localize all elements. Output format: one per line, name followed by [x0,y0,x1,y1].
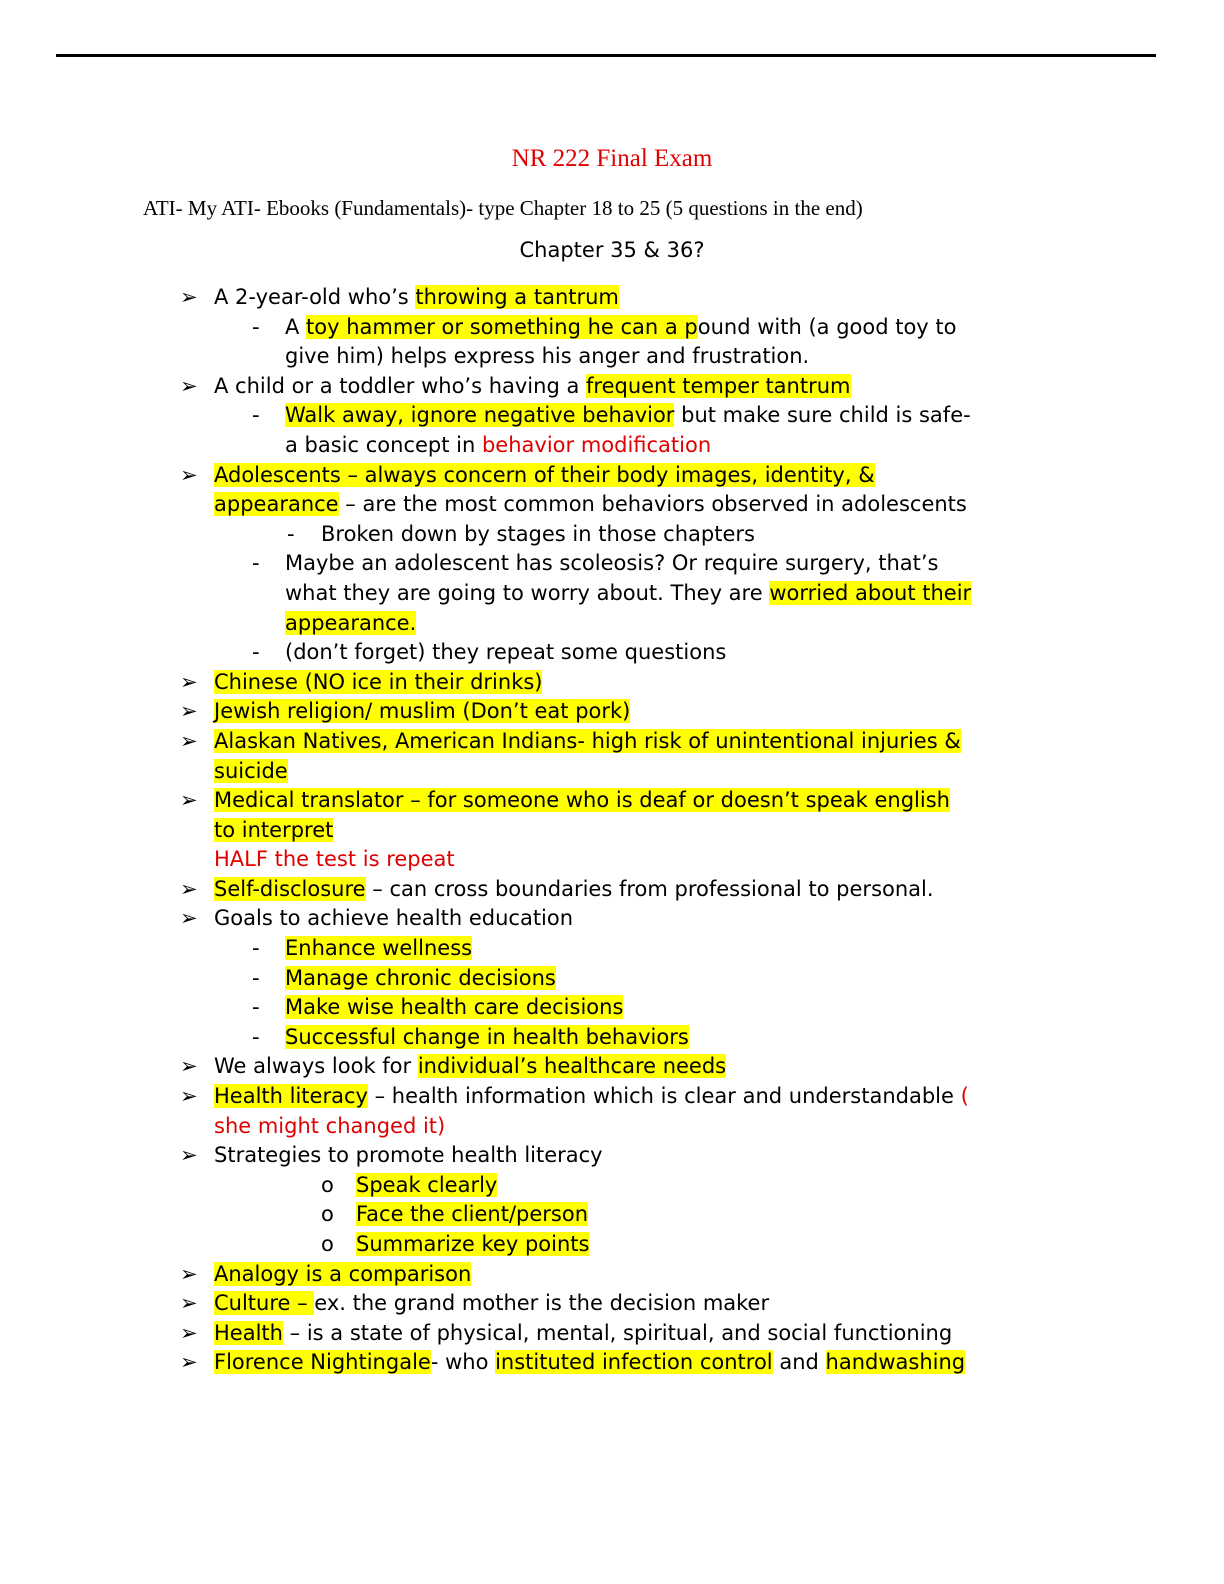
list-item-text: Analogy is a comparison [214,1261,472,1286]
list-item [0,313,1224,343]
list-item-text: A 2-year-old who’s throwing a tantrum [214,285,619,309]
list-item-text: Broken down by stages in those chapters [321,521,755,546]
arrow-bullet-icon: ➢ [180,1320,198,1345]
list-item-continuation [0,609,1224,639]
list-item-continuation [0,845,1224,875]
list-item-text: Chinese (NO ice in their drinks) [214,669,543,694]
top-horizontal-rule [56,54,1156,57]
list-item-text: suicide [214,758,288,783]
list-item-text: Maybe an adolescent has scoleosis? Or require surgery, that’s [285,551,939,576]
notes-list [0,283,1224,1378]
list-item [0,786,1224,816]
list-item [0,1348,1224,1378]
list-item [0,904,1224,934]
list-item-text: Alaskan Natives, American Indians- high risk of unintentional injuries & [214,728,961,753]
arrow-bullet-icon: ➢ [180,1054,198,1079]
list-item-continuation [0,579,1224,609]
list-item-continuation [0,431,1224,461]
list-item-text: a basic concept in behavior modification [285,432,712,457]
list-item [0,1171,1224,1201]
arrow-bullet-icon: ➢ [180,906,198,931]
document-subtitle: ATI- My ATI- Ebooks (Fundamentals)- type Chapter 18 to 25 (5 questions in the end) [143,196,863,220]
arrow-bullet-icon: ➢ [180,788,198,813]
list-item-text: Make wise health care decisions [285,995,624,1020]
list-item [0,520,1224,550]
list-item-text: Self-disclosure – can cross boundaries from professional to personal. [214,876,934,901]
list-item [0,1289,1224,1319]
list-item-text: We always look for individual’s healthcare needs [214,1054,727,1079]
list-item [0,283,1224,313]
list-item-text: A toy hammer or something he can a pound with (a good toy to [285,314,957,339]
list-item [0,1082,1224,1112]
list-item-continuation [0,342,1224,372]
dash-bullet-icon: - [252,640,260,665]
document-title: NR 222 Final Exam [511,145,713,172]
list-item [0,1141,1224,1171]
list-item-continuation [0,1112,1224,1142]
list-item-text: A child or a toddler who’s having a frequent temper tantrum [214,373,851,398]
list-item-text: to interpret [214,817,334,842]
dash-bullet-icon: - [287,521,295,546]
list-item-text: Goals to achieve health education [214,906,574,931]
chapter-heading: Chapter 35 & 36? [519,238,705,262]
list-item-text: Adolescents – always concern of their body images, identity, & [214,462,875,487]
list-item-text: she might changed it) [214,1113,446,1138]
list-item-text: HALF the test is repeat [214,847,455,872]
arrow-bullet-icon: ➢ [180,728,198,753]
list-item-text: Medical translator – for someone who is deaf or doesn’t speak english [214,788,950,813]
list-item-continuation [0,816,1224,846]
dash-bullet-icon: - [252,995,260,1020]
list-item-text: Culture – ex. the grand mother is the decision maker [214,1291,770,1316]
list-item [0,372,1224,402]
list-item [0,964,1224,994]
list-item-text: (don’t forget) they repeat some questions [285,640,727,665]
list-item [0,638,1224,668]
list-item-text: Manage chronic decisions [285,965,556,990]
list-item-text: Health – is a state of physical, mental, spiritual, and social functioning [214,1320,953,1345]
arrow-bullet-icon: ➢ [180,1143,198,1168]
dash-bullet-icon: - [252,936,260,961]
list-item [0,1230,1224,1260]
circle-bullet-icon: o [321,1202,334,1227]
list-item [0,875,1224,905]
list-item [0,727,1224,757]
list-item-text: Successful change in health behaviors [285,1024,689,1049]
list-item-continuation [0,490,1224,520]
list-item-text: give him) helps express his anger and frustration. [285,344,810,369]
arrow-bullet-icon: ➢ [180,462,198,487]
arrow-bullet-icon: ➢ [180,669,198,694]
circle-bullet-icon: o [321,1172,334,1197]
arrow-bullet-icon: ➢ [180,373,198,398]
list-item-text: Health literacy – health information which is clear and understandable ( [214,1084,969,1109]
list-item [0,668,1224,698]
list-item-text: Jewish religion/ muslim (Don’t eat pork) [214,699,631,724]
dash-bullet-icon: - [252,403,260,428]
arrow-bullet-icon: ➢ [180,1261,198,1286]
arrow-bullet-icon: ➢ [180,699,198,724]
dash-bullet-icon: - [252,314,260,339]
list-item-text: Speak clearly [356,1172,498,1197]
list-item-text: Walk away, ignore negative behavior but make sure child is safe- [285,403,971,428]
circle-bullet-icon: o [321,1232,334,1256]
list-item-text: appearance. [285,610,417,635]
list-item-text: Strategies to promote health literacy [214,1143,603,1168]
list-item [0,1023,1224,1053]
list-item-text: appearance – are the most common behaviors observed in adolescents [214,492,967,517]
arrow-bullet-icon: ➢ [180,1084,198,1109]
list-item [0,697,1224,727]
dash-bullet-icon: - [252,551,260,576]
list-item [0,1052,1224,1082]
dash-bullet-icon: - [252,965,260,990]
list-item-continuation [0,757,1224,787]
list-item-text: what they are going to worry about. They are worried about their [285,580,972,605]
list-item [0,1200,1224,1230]
list-item [0,401,1224,431]
list-item [0,1260,1224,1290]
dash-bullet-icon: - [252,1024,260,1049]
list-item [0,461,1224,491]
list-item [0,993,1224,1023]
list-item-text: Summarize key points [356,1232,590,1256]
list-item-text: Enhance wellness [285,936,473,961]
arrow-bullet-icon: ➢ [180,1291,198,1316]
list-item-text: Florence Nightingale- who instituted infection control and handwashing [214,1350,966,1375]
list-item [0,1319,1224,1349]
arrow-bullet-icon: ➢ [180,1350,198,1375]
arrow-bullet-icon: ➢ [180,285,198,309]
list-item [0,549,1224,579]
list-item-text: Face the client/person [356,1202,589,1227]
list-item [0,934,1224,964]
arrow-bullet-icon: ➢ [180,876,198,901]
